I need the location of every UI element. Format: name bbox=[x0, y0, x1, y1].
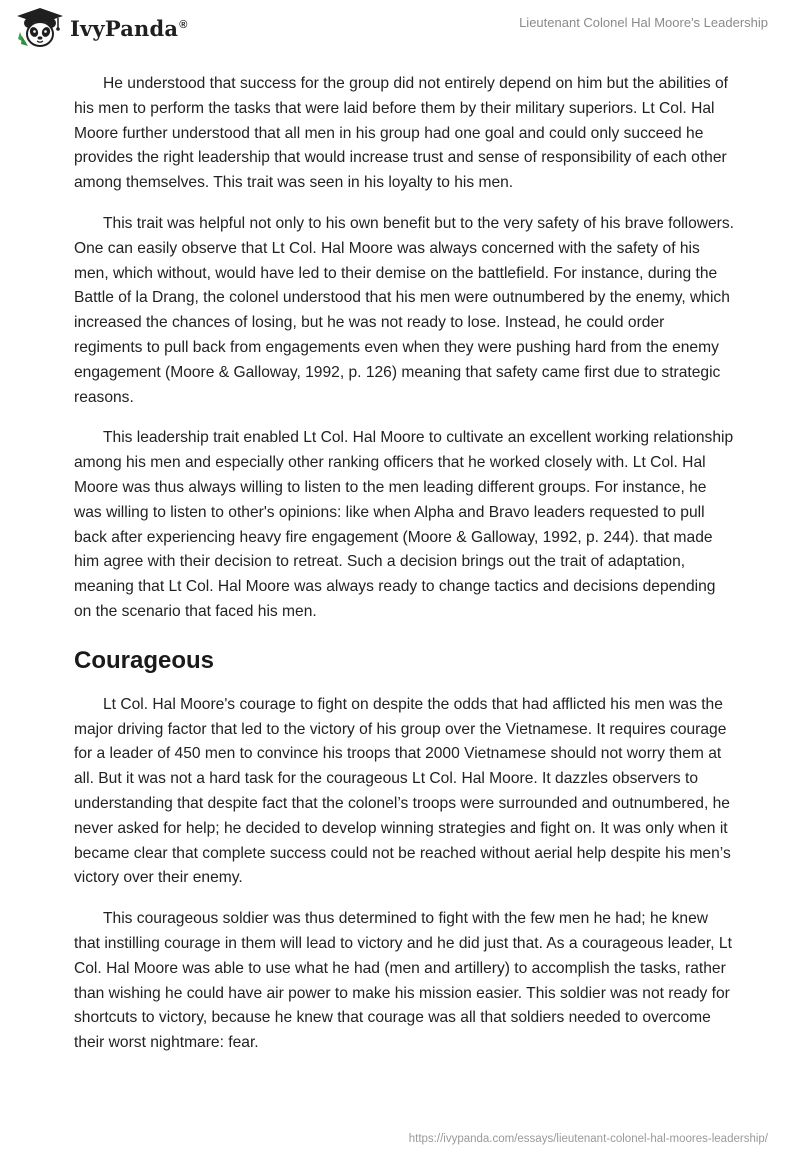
registered-mark: ® bbox=[179, 18, 188, 31]
paragraph: Lt Col. Hal Moore's courage to fight on despite the odds that had afflicted his men was the major driving factor that led to the victory of his group over the Vietnamese. It requires courage for a leader of 450 men to convince his troops that 2000 Vietnamese should not worry them at all. But it was not a hard task for the courageous Lt Col. Hal Moore. It dazzles observers to understanding that despite fact that the colonel’s troops were surrounded and outnumbered, he never asked for help; he decided to develop winning strategies and fight on. It was only when it became clear that complete success could not be reached without aerial help despite his men’s victory over their enemy. bbox=[74, 695, 731, 887]
paragraph: This courageous soldier was thus determined to fight with the few men he had; he knew that instilling courage in them will lead to victory and he did just that. As a courageous leader, Lt Col. Hal Moore was able to use what he had (men and artillery) to accomplish the tasks, rather than wishing he could have air power to make his mission easier. This soldier was not ready for shortcuts to victory, because he knew that courage was all that soldiers needed to overcome their worst nightmare: fear. bbox=[74, 910, 732, 1052]
footer-url[interactable]: https://ivypanda.com/essays/lieutenant-colonel-hal-moores-leadership/ bbox=[408, 1133, 768, 1145]
section-heading: Courageous bbox=[74, 646, 215, 674]
essay-body bbox=[74, 72, 734, 1072]
paragraph: This leadership trait enabled Lt Col. Hal Moore to cultivate an excellent working relationship among his men and especially other ranking officers that he worked closely with. Lt Col. Hal Moore was thus always willing to listen to the men leading different groups. For instance, he was willing to listen to other's opinions: like when Alpha and Bravo leaders requested to pull back after experiencing heavy fire engagement (Moore & Galloway, 1992, p. 244). that made him agree with their decision to retreat. Such a decision brings out the trait of adaptation, meaning that Lt Col. Hal Moore was always ready to change tactics and decisions depending on the scenario that faced his men. bbox=[74, 429, 734, 620]
page-header bbox=[0, 0, 800, 60]
paragraph: This trait was helpful not only to his own benefit but to the very safety of his brave followers. One can easily observe that Lt Col. Hal Moore was always concerned with the safety of his men, which without, would have led to their demise on the battlefield. For instance, during the Battle of la Drang, the colonel understood that his men were outnumbered by the enemy, which increased the chances of losing, but he was not ready to lose. Instead, he could order regiments to pull back from engagements even when they were pushing hard from the enemy engagement (Moore & Galloway, 1992, p. 126) meaning that safety came first due to strategic reasons. bbox=[74, 214, 734, 406]
document-title: Lieutenant Colonel Hal Moore's Leadership bbox=[519, 15, 768, 30]
paragraph: He understood that success for the group did not entirely depend on him but the abilities of his men to perform the tasks that were laid before them by their military superiors. Lt Col. Hal Moore further understood that all men in his group had one goal and could only succeed he provides the right leadership that would increase trust and sense of responsibility of each other among themselves. This trait was seen in his loyalty to his men. bbox=[74, 75, 729, 192]
site-logo[interactable] bbox=[14, 6, 188, 50]
panda-graduate-icon bbox=[14, 6, 66, 50]
logo-text: IvyPanda® bbox=[70, 15, 188, 41]
